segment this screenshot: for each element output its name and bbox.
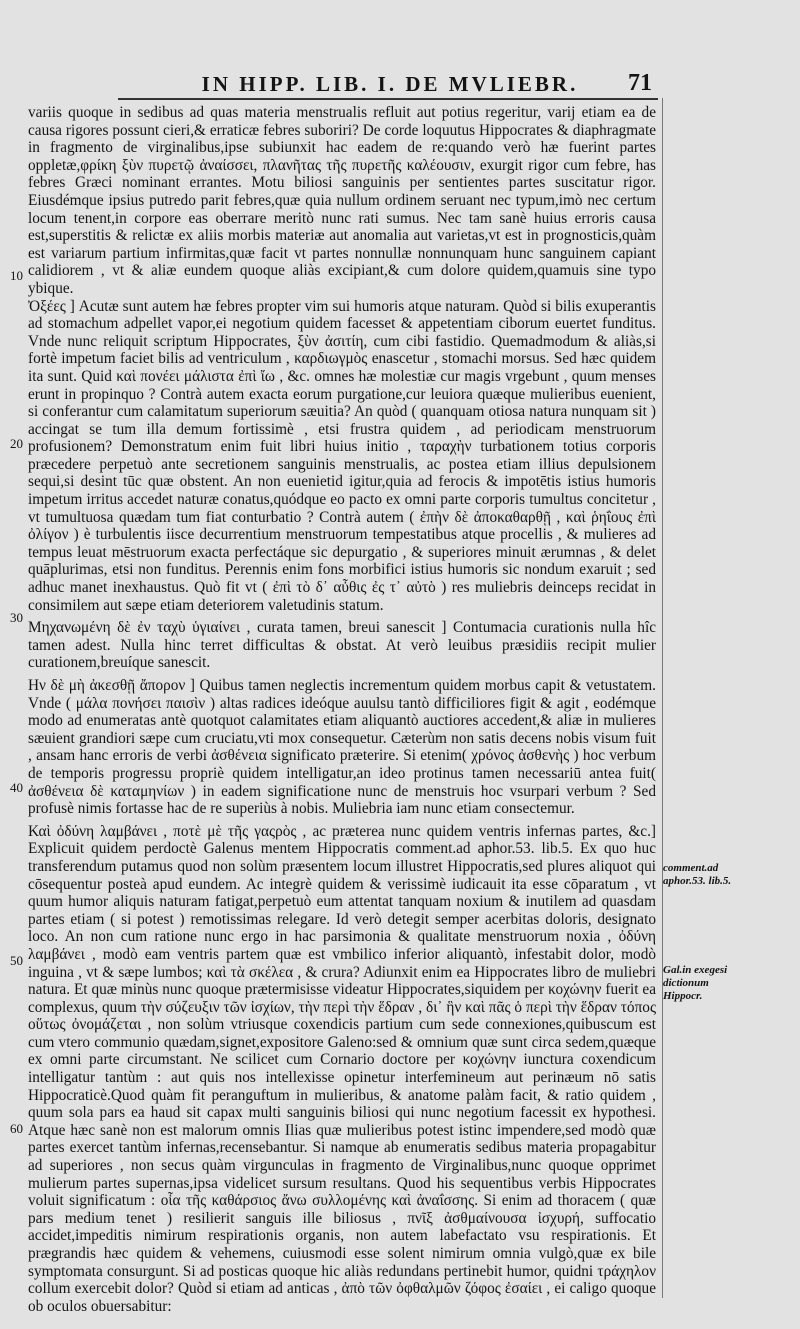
paragraph: Ην δὲ μὴ ἀκεσθῇ ἄπορον ] Quibus tamen neglectis incrementum quidem morbus capit & vetustatem. Vnde ( μάλα πονήσει παισὶν ) altas radices ideóque auulsu tantò difficiliores figit & agit , eodémque modo ad enumeratas antè quotquot calamitates etiam aliquantò auctiores accedent,& aliæ in mulieres sæuient grandiori sæpe cum cruciatu,vti mox consequetur. Cæterùm non satis decens nobis visum fuit , ansam hanc erroris de verbi ἀσθένεια significato præterire. Si etenim( χρόνος ἀσθενὴς ) hoc verbum de temporis progressu propriè quidem intelligatur,an ideo protinus tamen necessariū antea fuit( ἀσθένεια δὲ καταμηνίων ) in eadem significatione nunc de menstruis hoc vsurpari verbum ? Sed profusè nimis fortasse hac de re superiùs à nobis. Muliebria iam nunc etiam consectemur. xyxy=(28,677,656,818)
line-number: 30 xyxy=(10,610,23,625)
running-head: IN HIPP. LIB. I. DE MVLIEBR. xyxy=(201,72,579,96)
line-number: 50 xyxy=(10,953,23,968)
marginal-note: comment.ad aphor.53. lib.5. xyxy=(663,862,732,887)
margin-rule xyxy=(662,98,663,1298)
body-text xyxy=(28,104,656,1315)
line-number: 10 xyxy=(10,268,23,283)
paragraph: Καὶ ὀδύνη λαμβάνει , ποτὲ μὲ τῆς γαςρὸς , ac præterea nunc quidem ventris infernas partes, &c.] Explicuit quidem perdoctè Galenus mentem Hippocratis comment.ad aphor.53. lib.5. Ex quo huc transferendum putamus quod non solùm præsentem locum illustret Hippocratis,sed plures aliquot qui cōsequentur posteà apud eundem. Ac integrè quidem & verissimè iudicauit ita esse cōparatum , vt quum humor aliquis naturam fatigat,perpetuò eum attentat tanquam noxium & inutilem ad quasdam partes etiam ( si potest ) remotissimas relegare. Id verò detegit semper acerbitas doloris, designato loco. An non cum ratione nunc ergo in hac parsimonia & qualitate menstruorum noxia , ὀδύνη λαμβάνει , modò eam ventris partem quæ est vmbilico inferior aliquantò, infestabit dolor, modò inguina , vt & sæpe lumbos; καὶ τὰ σκέλεα , & crura? Adiunxit enim ea Hippocrates libro de muliebri natura. Et quæ minùs nunc quoque prætermisisse videatur Hippocrates,siquidem per κοχώνην fuerit ea complexus, quum τὴν σύζευξιν τῶν ἰσχίων, τὴν περὶ τὴν ἕδραν , δι᾽ ἣν καὶ πᾶς ὁ περὶ τὴν ἕδραν τόπος οὕτως ὀνομάζεται , non solùm vtriusque coxendicis partium cum sede connexiones,quibuscum est cum vtero communio quædam,signet,expositore Galeno:sed & omnium quæ sunt circa sedem,quæque ex omni parte circumstant. Ne scilicet cum Cornario doctore per κοχώνην iunctura coxendicum intelligatur tantùm : aut quis nos intellexisse opinetur interfemineum aut perinæum nō satis Hippocraticè.Quod quàm fit peranguftum in mulieribus, & anatome palàm facit, & ratio quidem , quum sola pars ea haud sit capax multi sanguinis biliosi qui nunc negotium facessit ex hypothesi. Atque hæc sanè non est malorum omnis Ilias quæ mulieribus potest istinc impendere,sed modò quæ partes exercet tantùm infernas,recensebantur. Si namque ab enumeratis sedibus materia propagabitur ad superiores , non secus quàm virgunculas in fragmento de Virginalibus,nunc quoque opprimet mulierum partes supernas,ipsa videlicet sursum resultans. Quod his sequentibus verbis Hippocrates voluit significatum : οἷα τῆς καθάρσιος ἄνω συλλομένης καὶ ἀναΐσσης. Si enim ad thoracem ( quæ pars medium tenet ) resilierit sanguis ille biliosus , πνῖξ ἀσθμαίνουσα ἰσχυρή, suffocatio accidet,impeditis nimirum respirationis organis, non autem labefactato vsu respirationis. Et prægrandis hæc quidem & vehemens, cuiusmodi esse solent nimirum omnia vulgò,quæ ex bile symptomata consurgunt. Si ad posticas quoque hic aliàs redundans pertinebit humor, quidni τράχηλον collum exercebit dolor? Quòd si etiam ad anticas , ἀπὸ τῶν ὀφθαλμῶν ζόφος ἐσαίει , ei caligo quoque ob oculos obuersabitur: xyxy=(28,822,656,1315)
paragraph: Μηχανωμένη δὲ ἐν ταχὺ ὑγιαίνει , curata tamen, breui sanescit ] Contumacia curationis nulla hîc tamen adest. Nulla hinc terret difficultas & obstat. At verò leuibus præsidiis recipit mulier curationem,breuíque sanescit. xyxy=(28,619,656,672)
paragraph: variis quoque in sedibus ad quas materia menstrualis refluit aut potius regeritur, varij etiam ea de causa rigores possunt cieri,& erraticæ febres suboriri? De corde loquutus Hippocrates & diaphragmate in fragmento de virginalibus,ipse subiunxit hac eadem de re:quando verò hæ fuerint partes oppletæ,φρίκη ξὺν πυρετῷ ἀναίσσει, πλανῆτας τῆς πυρετῆς καλέουσιν, exurgit rigor cum febre, has febres Græci nominant errantes. Motu biliosi sanguinis per sentientes partes suscitatur rigor. Eiusdémque ipsius putredo parit febres,quæ quia nullum ordinem seruant nec typum,imò nec certum locum tenent,in corpore eas oberrare meritò nunc rati sumus. Nec tam sanè huius erroris causa est,superstitis & relictæ ex aliis morbis materiæ aut anomalia aut varietas,vt est in prognosticis,quàm est variarum partium infirmitas,quæ facit vt partes nonnullæ nonnunquam hunc sanguinem capiant calidiorem , vt & aliæ eundem quoque aliàs excipiant,& cum dolore quidem,quamuis sine typo ybique. xyxy=(28,104,656,297)
header-rule xyxy=(118,98,658,100)
line-number: 20 xyxy=(10,436,23,451)
marginal-note: Gal.in exegesi dictionum Hippocr. xyxy=(663,964,728,1002)
line-number: 60 xyxy=(10,1121,23,1136)
page-number: 71 xyxy=(628,70,652,96)
line-number: 40 xyxy=(10,780,23,795)
paragraph: Ὀξέες ] Acutæ sunt autem hæ febres propter vim sui humoris atque naturam. Quòd si bilis exuperantis ad stomachum adpellet vapor,ei negotium quidem facesset & appetentiam ciborum euertet funditus. Vnde nunc reliquit scriptum Hippocrates, ξὺν ἀσιτίη, cum cibi fastidio. Quemadmodum & aliàs,si fortè impetum faciet bilis ad ventriculum , καρδιωγμὸς enascetur , stomachi morsus. Sed hæc quidem ita sunt. Quid καὶ πονέει μάλιστα ἐπὶ ἴω , &c. omnes hæ molestiæ cur magis vrgebunt , quum menses erunt in propinquo ? Contrà autem exacta eorum purgatione,cur leuiora quæque mulieribus euenient, si conferantur cum calamitatum superiorum sæuitia? An quòd ( quanquam otiosa natura nunquam sit ) accingat se tum illa demum fortissimè , etsi frustra quidem , ad periodicam menstruorum profusionem? Demonstratum enim fuit libri huius initio , ταραχὴν turbationem totius corporis præcedere perpetuò ante secretionem sanguinis menstrualis, ac postea etiam illius depulsionem sequi,si desint tūc quæ obstent. An non euenietid igitur,quia ad ferocis & impotētis istius humoris impetum irritus accedet naturæ conatus,quódque eo pacto ex omni parte corporis tumultus concitetur , vt tumultuosa quædam tum fiat conturbatio ? Contrà autem ( ἐπὴν δὲ ἀποκαθαρθῇ , καὶ ῥηΐους ἐπὶ ὀλίγον ) è turbulentis iisce decurrentium menstruorum tempestatibus atque procellis , & mulieres ad tempus leuat mēstruorum exacta perfectáque sic depurgatio , & superiores minuit ærumnas , & delet quāplurimas, etsi non funditus. Perennis enim fons morbifici istius humoris sic nondum exaruit ; sed adhuc manet inexhaustus. Quò fit vt ( ἐπὶ τὸ δ᾽ αὖθις ἐς τ᾽ αὐτὸ ) res muliebris deinceps recidat in consimilem aut sæpe etiam deteriorem valetudinis statum. xyxy=(28,297,656,614)
